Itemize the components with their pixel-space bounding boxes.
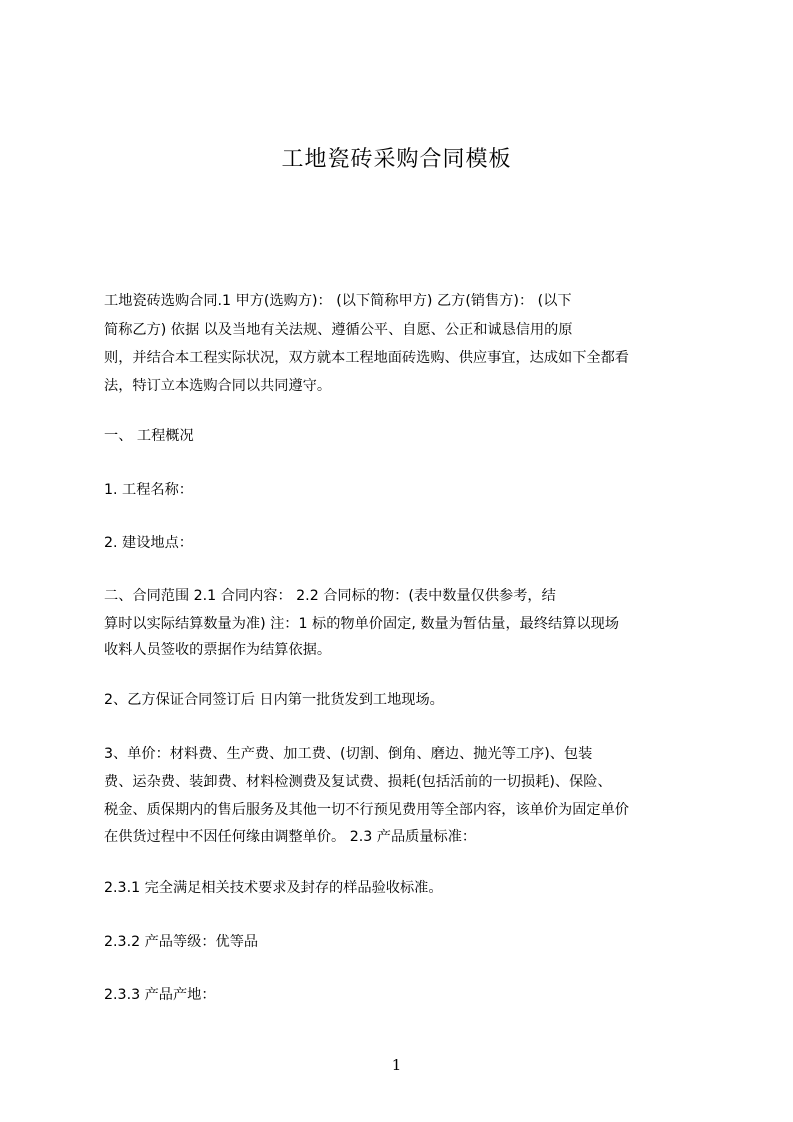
- item-project-name: 1. 工程名称：: [104, 482, 193, 498]
- paragraph-scope-line-2: 算时以实际结算数量为准) 注：1 标的物单价固定, 数量为暂估量，最终结算以现场: [104, 616, 619, 632]
- item-product-grade: 2.3.2 产品等级：优等品: [104, 934, 259, 950]
- paragraph-scope-line-1: 二、合同范围 2.1 合同内容： 2.2 合同标的物：(表中数量仅供参考，结: [104, 588, 556, 604]
- item-product-origin: 2.3.3 产品产地：: [104, 987, 216, 1003]
- paragraph-intro-line-3: 则，并结合本工程实际状况，双方就本工程地面砖选购、供应事宜，达成如下全都看: [104, 350, 629, 366]
- paragraph-intro-line-4: 法，特订立本选购合同以共同遵守。: [104, 378, 332, 394]
- paragraph-unit-price-line-1: 3、单价：材料费、生产费、加工费、(切割、倒角、磨边、抛光等工序)、包装: [104, 746, 593, 762]
- page-number: 1: [391, 1056, 402, 1074]
- paragraph-intro-line-1: 工地瓷砖选购合同.1 甲方(选购方)： (以下简称甲方) 乙方(销售方)： (以下: [104, 293, 572, 309]
- paragraph-intro-line-2: 简称乙方) 依据 以及当地有关法规、遵循公平、自愿、公正和诚恳信用的原: [104, 322, 573, 338]
- paragraph-delivery: 2、乙方保证合同签订后 日内第一批货发到工地现场。: [104, 692, 444, 708]
- item-quality-standard: 2.3.1 完全满足相关技术要求及封存的样品验收标准。: [104, 880, 443, 896]
- paragraph-unit-price-line-2: 费、运杂费、装卸费、材料检测费及复试费、损耗(包括活前的一切损耗)、保险、: [104, 774, 612, 790]
- section-heading-project-overview: 一、 工程概况: [104, 428, 194, 444]
- item-construction-site: 2. 建设地点：: [104, 535, 193, 551]
- paragraph-unit-price-line-3: 税金、质保期内的售后服务及其他一切不行预见费用等全部内容，该单价为固定单价: [104, 802, 629, 818]
- paragraph-unit-price-line-4: 在供货过程中不因任何缘由调整单价。 2.3 产品质量标准：: [104, 829, 477, 845]
- document-title: 工地瓷砖采购合同模板: [281, 147, 512, 172]
- paragraph-scope-line-3: 收料人员签收的票据作为结算依据。: [104, 642, 332, 658]
